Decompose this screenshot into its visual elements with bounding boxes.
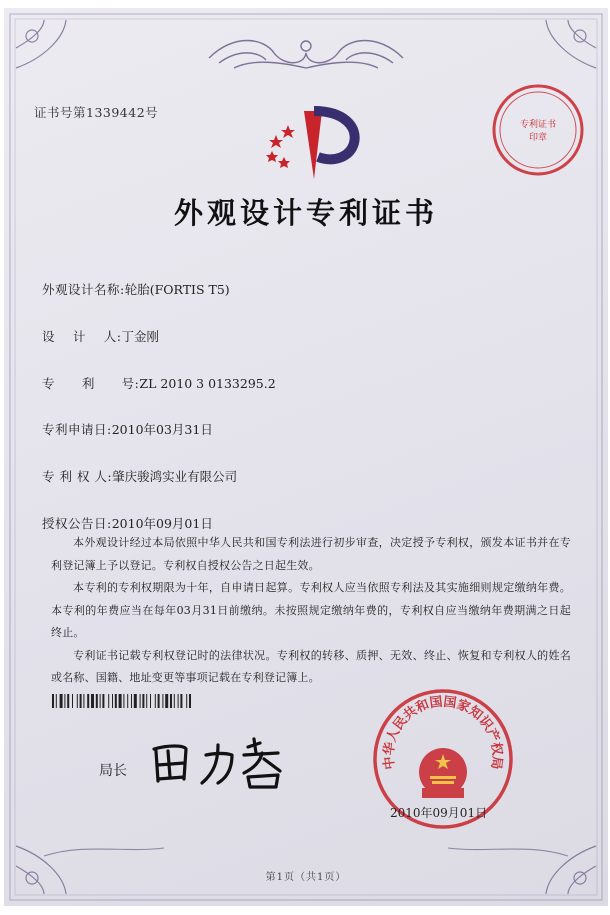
- body-paragraph: 本专利的专利权期限为十年，自申请日起算。专利权人应当依照专利法及其实施细则规定缴纳年费。本专利的年费应当在每年03月31日前缴纳。未按照规定缴纳年费的，专利权自应当缴纳年费期满之日起终止。: [51, 581, 571, 639]
- barcode-bar: [189, 694, 191, 708]
- field-value: 丁金刚: [121, 329, 160, 344]
- field-value: 2010年09月01日: [111, 516, 213, 531]
- barcode: [52, 694, 250, 708]
- barcode-bar: [162, 694, 163, 708]
- corner-ornament-tl: [16, 20, 66, 68]
- svg-text:专利证书: 专利证书: [519, 120, 557, 130]
- field-label: 专利申请日:: [42, 422, 112, 437]
- director-signature: [144, 733, 304, 793]
- barcode-bar: [146, 694, 147, 708]
- field-label: 专 利 权 人:: [42, 469, 113, 484]
- field-value: 轮胎(FORTIS T5): [124, 282, 230, 297]
- director-label: 局长: [99, 763, 127, 779]
- field-label: 外观设计名称:: [42, 282, 125, 297]
- barcode-bar: [165, 694, 168, 708]
- barcode-bar: [123, 694, 124, 708]
- field-label: 专 利 号:: [42, 376, 140, 391]
- field-designer: [42, 327, 159, 345]
- barcode-bar: [83, 694, 84, 708]
- certificate-sheet: [4, 8, 608, 906]
- svg-text:印章: 印章: [528, 133, 548, 143]
- barcode-bar: [102, 694, 104, 708]
- patent-office-logo: [256, 105, 366, 183]
- seal-top-right: [490, 82, 586, 178]
- page-footer: 第1页（共1页）: [265, 872, 347, 883]
- bottom-scroll-ornament: [44, 848, 568, 856]
- certificate-number: 证书号第1339442号: [34, 105, 159, 120]
- barcode-bar: [77, 694, 78, 708]
- barcode-bar: [186, 694, 187, 708]
- field-label: 授权公告日:: [42, 516, 112, 531]
- barcode-bar: [87, 694, 89, 708]
- field-design-name: [42, 280, 230, 298]
- barcode-bar: [180, 694, 182, 708]
- barcode-bar: [134, 694, 137, 708]
- field-grant-date: [42, 514, 213, 532]
- barcode-bar: [64, 694, 65, 708]
- field-patent-number: [42, 374, 276, 392]
- body-paragraph: 本外观设计经过本局依照中华人民共和国专利法进行初步审查，决定授予专利权，颁发本证书并在专利登记簿上予以登记。专利权自授权公告之日起生效。: [51, 536, 571, 572]
- field-label: 设 计 人:: [42, 329, 122, 344]
- barcode-bar: [178, 694, 179, 708]
- seal-date: 2010年09月01日: [390, 806, 488, 820]
- field-value: 肇庆骏鸿实业有限公司: [112, 469, 238, 484]
- svg-text:中华人民共和国国家知识产权局: 中华人民共和国国家知识产权局: [381, 694, 505, 771]
- corner-ornament-tr: [546, 20, 596, 68]
- field-value: ZL 2010 3 0133295.2: [139, 376, 276, 391]
- barcode-bar: [108, 694, 109, 708]
- barcode-bar: [56, 694, 57, 708]
- barcode-bar: [80, 694, 82, 708]
- barcode-bar: [52, 694, 54, 708]
- barcode-bar: [96, 694, 98, 708]
- barcode-bar: [142, 694, 144, 708]
- barcode-bar: [119, 694, 122, 708]
- barcode-bar: [127, 694, 128, 708]
- barcode-bar: [91, 694, 94, 708]
- barcode-bar: [158, 694, 160, 708]
- barcode-bar: [112, 694, 113, 708]
- barcode-bar: [67, 694, 69, 708]
- barcode-bar: [155, 694, 156, 708]
- barcode-bar: [140, 694, 141, 708]
- body-paragraph: 专利证书记载专利权登记时的法律状况。专利权的转移、质押、无效、终止、恢复和专利权人的姓名或名称、国籍、地址变更等事项记载在专利登记簿上。: [51, 648, 571, 684]
- top-scroll-ornament: [209, 41, 403, 69]
- field-value: 2010年03月31日: [111, 422, 213, 437]
- barcode-bar: [115, 694, 117, 708]
- barcode-bar: [72, 694, 73, 708]
- barcode-bar: [150, 694, 151, 708]
- barcode-bar: [170, 694, 172, 708]
- field-patentee: [42, 467, 237, 485]
- barcode-bar: [100, 694, 101, 708]
- certificate-body-text: [51, 532, 571, 690]
- certificate-title: 外观设计专利证书: [173, 196, 438, 230]
- barcode-bar: [174, 694, 175, 708]
- barcode-bar: [60, 694, 63, 708]
- barcode-bar: [131, 694, 132, 708]
- field-application-date: [42, 420, 213, 438]
